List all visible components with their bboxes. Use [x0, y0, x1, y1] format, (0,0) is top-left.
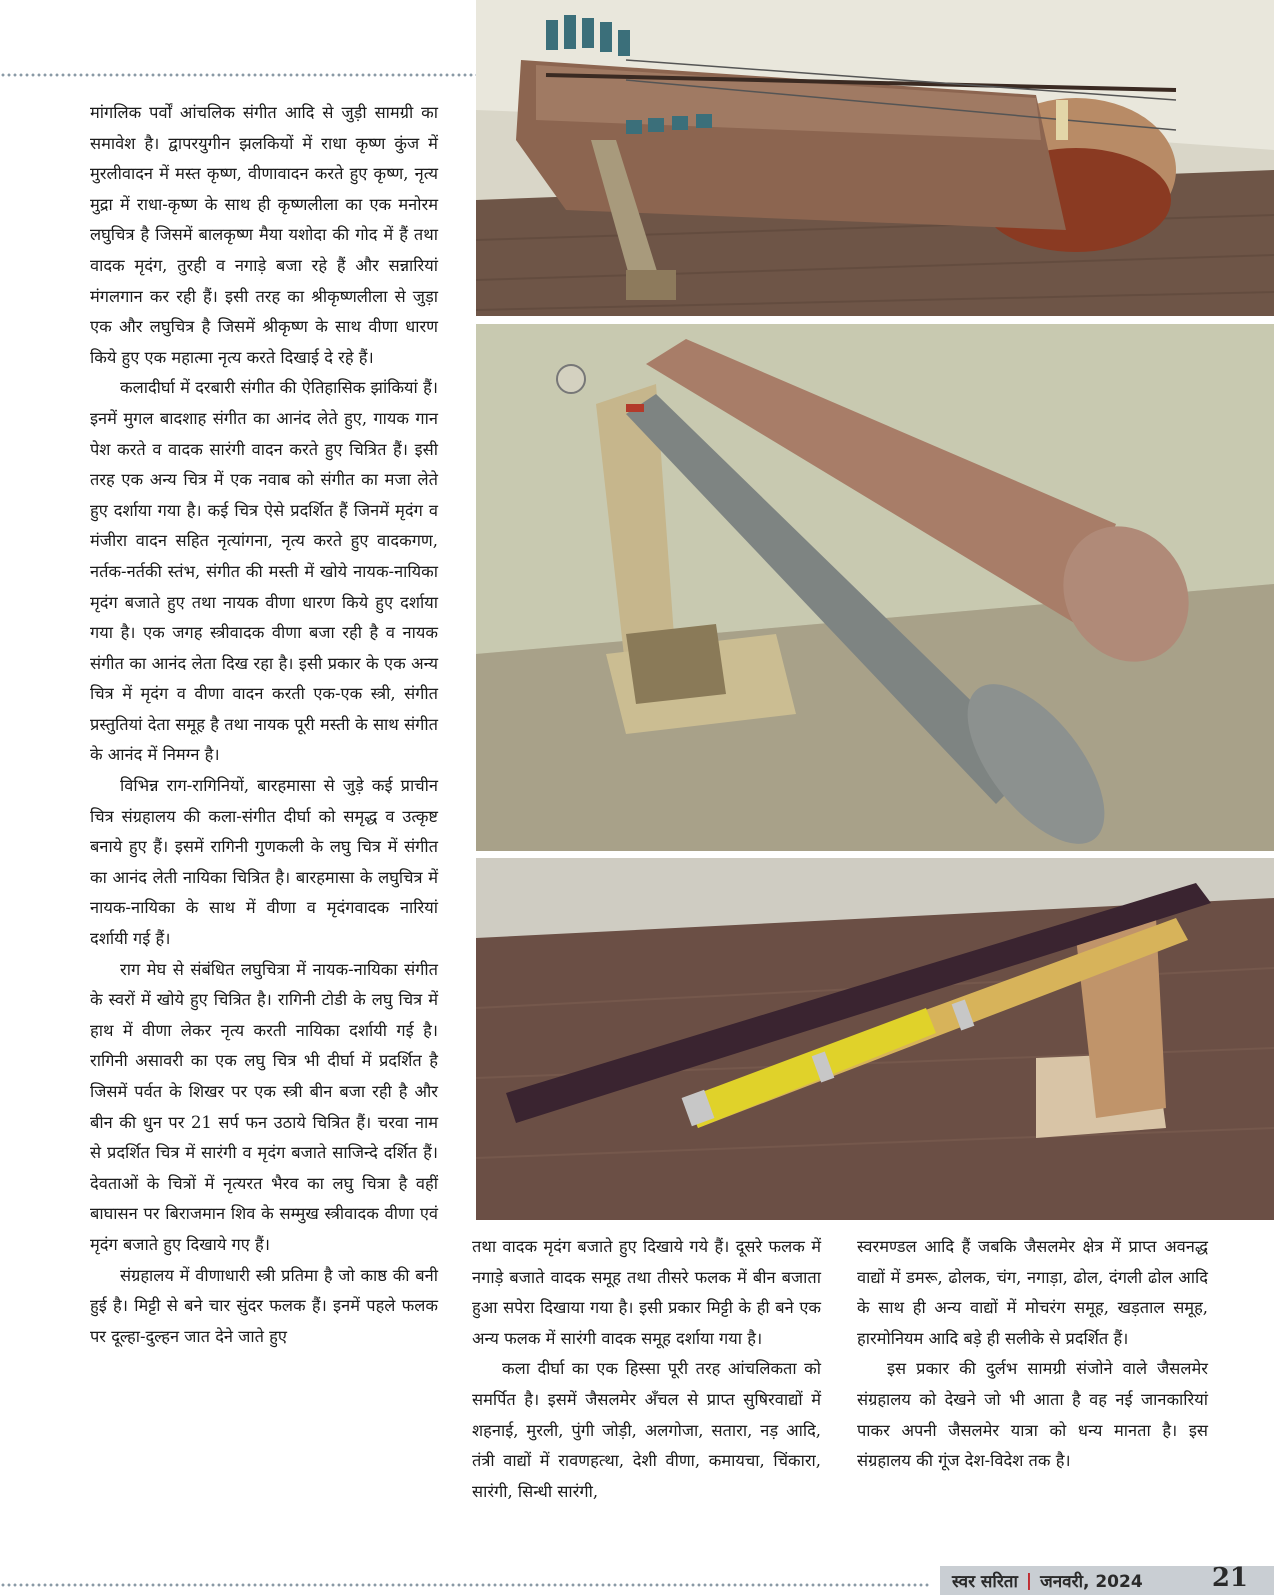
page-number: 21 [1211, 1563, 1248, 1593]
paragraph: तथा वादक मृदंग बजाते हुए दिखाये गये हैं। दूसरे फलक में नगाड़े बजाते वादक समूह तथा तीसरे फलक में बीन बजाता हुआ सपेरा दिखाया गया है। इसी प्रकार मिट्टी के ही बने एक अन्य फलक में सारंगी वादक समूह दर्शाया गया है। [472, 1237, 821, 1348]
paragraph: कला दीर्घा का एक हिस्सा पूरी तरह आंचलिकता को समर्पित है। इसमें जैसलमेर अँचल से प्राप्त सुषिरवाद्यों में शहनाई, मुरली, पुंगी जोड़ी, अलगोजा, सतारा, नड़ आदि, तंत्री वाद्यों में रावणहत्था, देशी वीणा, कमायचा, चिंकारा, सारंगी, सिन्धी सारंगी, [472, 1359, 821, 1501]
magazine-name: स्वर सरिता [952, 1572, 1018, 1592]
footer-separator: | [1025, 1570, 1033, 1591]
paragraph: राग मेघ से संबंधित लघुचित्रा में नायक-नायिका संगीत के स्वरों में खोये हुए चित्रित है। रागिनी टोडी के लघु चित्र में हाथ में वीणा लेकर नृत्य करती नायिका दर्शायी गई है। रागिनी असावरी का एक लघु चित्र भी दीर्घा में प्रदर्शित है जिसमें पर्वत के शिखर पर एक स्त्री बीन बजा रही है और बीन की धुन पर 21 सर्प फन उठाये चित्रित हैं। चरवा नाम से प्रदर्शित चित्र में सारंगी व मृदंग बजाते साजिन्दे दर्शित हैं। देवताओं के चित्रों में नृत्यरत भैरव का लघु चित्रा है वहीं बाघासन पर बिराजमान शिव के सम्मुख स्त्रीवादक वीणा एवं मृदंग बजाते हुए दिखाये गए हैं। [90, 959, 438, 1254]
shehnai-photo [476, 324, 1274, 851]
page-footer [940, 1563, 1274, 1595]
left-text-column [90, 98, 438, 1352]
issue-date: जनवरी, 2024 [1040, 1572, 1143, 1592]
paragraph: इस प्रकार की दुर्लभ सामग्री संजोने वाले जैसलमेर संग्रहालय को देखने जो भी आता है वह नई जानकारियां पाकर अपनी जैसलमेर यात्रा को धन्य मानता है। इस संग्रहालय की गूंज देश-विदेश तक है। [857, 1359, 1208, 1471]
paragraph: कलादीर्घा में दरबारी संगीत की ऐतिहासिक झांकियां हैं। इनमें मुगल बादशाह संगीत का आनंद लेते हुए, गायक गान पेश करते व वादक सारंगी वादन करते हुए चित्रित हैं। इसी तरह एक अन्य चित्र में एक नवाब को संगीत का मजा लेते हुए दर्शाया गया है। कई चित्र ऐसे प्रदर्शित हैं जिनमें मृदंग व मंजीरा वादन सहित नृत्यांगना, नृत्य करते हुए वादकगण, नर्तक-नर्तकी स्तंभ, संगीत की मस्ती में खोये नायक-नायिका मृदंग बजाते हुए तथा नायक वीणा धारण किये हुए दर्शाया गया है। एक जगह स्त्रीवादक वीणा बजा रही है व नायक संगीत का आनंद लेता दिख रहा है। इसी प्रकार के एक अन्य चित्र में मृदंग व वीणा वादन करती एक-एक स्त्री, संगीत प्रस्तुतियां देता समूह है तथा नायक पूरी मस्ती के साथ संगीत के आनंद में निमग्न है। [90, 378, 438, 765]
flutes-photo [476, 858, 1274, 1220]
right-text-column [857, 1232, 1208, 1477]
paragraph: स्वरमण्डल आदि हैं जबकि जैसलमेर क्षेत्र में प्राप्त अवनद्ध वाद्यों में डमरू, ढोलक, चंग, नगाड़ा, ढोल, दंगली ढोल आदि के साथ ही अन्य वाद्यों में मोचरंग समूह, खड़ताल समूह, हारमोनियम आदि बड़े ही सलीके से प्रदर्शित हैं। [857, 1237, 1208, 1348]
paragraph: मांगलिक पर्वों आंचलिक संगीत आदि से जुड़ी सामग्री का समावेश है। द्वापरयुगीन झलकियों में राधा कृष्ण कुंज में मुरलीवादन में मस्त कृष्ण, वीणावादन करते हुए कृष्ण, नृत्य मुद्रा में राधा-कृष्ण के साथ ही कृष्णलीला का एक मनोरम लघुचित्र है जिसमें बालकृष्ण मैया यशोदा की गोद में हैं तथा वादक मृदंग, तुरही व नगाड़े बजा रहे हैं और सन्नारियां मंगलगान कर रही हैं। इसी तरह का श्रीकृष्णलीला से जुड़ा एक और लघुचित्र है जिसमें श्रीकृष्ण के साथ वीणा धारण किये हुए एक महात्मा नृत्य करते दिखाई दे रहे हैं। [90, 103, 438, 367]
paragraph: संग्रहालय में वीणाधारी स्त्री प्रतिमा है जो काष्ठ की बनी हुई है। मिट्टी से बने चार सुंदर फलक हैं। इनमें पहले फलक पर दूल्हा-दुल्हन जात देने जाते हुए [90, 1265, 438, 1346]
dotted-rule-top [0, 72, 476, 78]
dotted-rule-bottom [0, 1582, 930, 1588]
sarangi-photo [476, 0, 1274, 316]
middle-text-column [472, 1232, 821, 1507]
paragraph: विभिन्न राग-रागिनियों, बारहमासा से जुड़े कई प्राचीन चित्र संग्रहालय की कला-संगीत दीर्घा को समृद्ध व उत्कृष्ट बनाये हुए हैं। इसमें रागिनी गुणकली के लघु चित्र में संगीत का आनंद लेती नायिका चित्रित है। बारहमासा के लघुचित्र में नायक-नायिका के साथ में वीणा व मृदंगवादक नारियां दर्शायी गई हैं। [90, 776, 438, 949]
